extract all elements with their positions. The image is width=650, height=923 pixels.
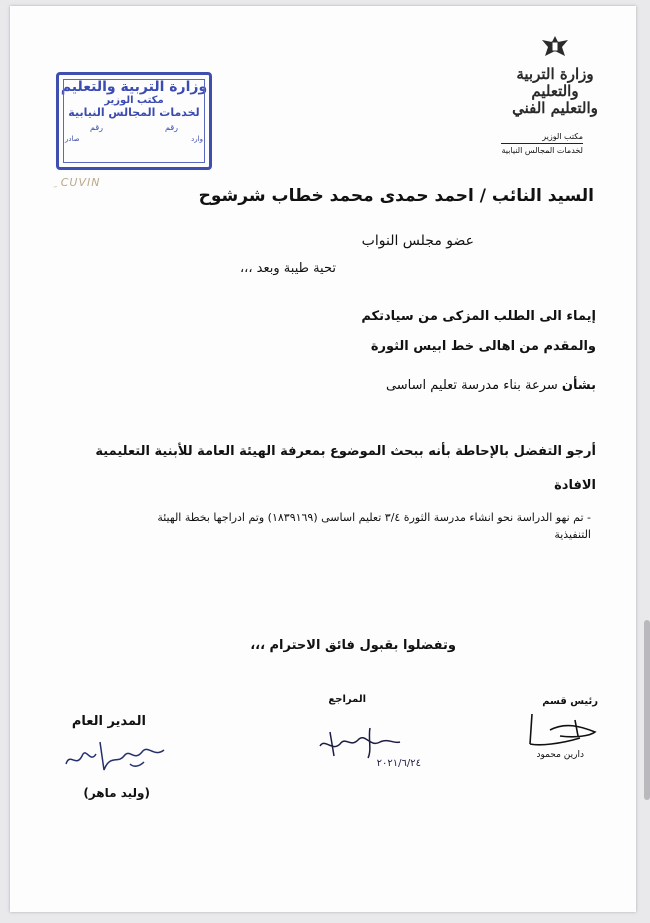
reference-line: إيماء الى الطلب المزكى من سيادتكم bbox=[361, 309, 596, 324]
subject-text: سرعة بناء مدرسة تعليم اساسى bbox=[385, 378, 558, 393]
reviewer-title: المراجع bbox=[328, 694, 366, 705]
info-line2: التنفيذية bbox=[554, 528, 591, 541]
reviewer-date: ٢٠٢١/٦/٢٤ bbox=[376, 758, 421, 769]
stamp-number-label-1: رقم bbox=[165, 123, 179, 132]
stamp-outgoing-label: صادر bbox=[65, 135, 80, 143]
subject-label: بشأن bbox=[561, 378, 596, 393]
recipient-title: عضو مجلس النواب bbox=[361, 233, 474, 249]
ministry-name-line2: والتعليم الفني bbox=[512, 99, 598, 117]
pencil-mark: ﹺ CUVIN bbox=[54, 176, 101, 189]
info-heading: الافادة bbox=[554, 478, 596, 493]
info-line1: - تم نهو الدراسة نحو انشاء مدرسة الثورة ٣/٤ تعليم اساسى (١٨٣٩١٦٩) وتم ادراجها بخطة الهيئة bbox=[157, 511, 591, 524]
stamp-line2: مكتب الوزير bbox=[104, 95, 164, 106]
document-page bbox=[10, 6, 636, 912]
submitted-label: والمقدم من bbox=[519, 339, 596, 354]
office-line1: مكتب الوزير bbox=[542, 132, 583, 141]
ministry-logo bbox=[505, 34, 605, 117]
section-head-name: دارين محمود bbox=[536, 750, 584, 760]
stamp-inner-border bbox=[63, 79, 205, 163]
ministry-name: وزارة التربية والتعليم bbox=[516, 65, 594, 100]
office-line2: لخدمات المجالس النيابية bbox=[501, 143, 583, 157]
greeting: تحية طيبة وبعد ،،، bbox=[239, 261, 336, 276]
closing-line: وتفضلوا بقبول فائق الاحترام ،،، bbox=[250, 638, 456, 653]
section-head-signature-icon bbox=[520, 706, 610, 751]
eagle-emblem-icon bbox=[540, 34, 570, 60]
recipient-line: السيد النائب / احمد حمدى محمد خطاب شرشوح bbox=[198, 186, 594, 206]
stamp-number-label-2: رقم bbox=[90, 123, 104, 132]
reviewer-signature-icon bbox=[310, 718, 410, 778]
scrollbar[interactable] bbox=[644, 620, 650, 800]
stamp-incoming-label: وارد bbox=[191, 135, 203, 143]
authority-name: الهيئة العامة للأبنية التعليمية bbox=[95, 444, 276, 459]
request-text: أرجو التفضل بالإحاطة بأنه ببحث الموضوع بمعرفة bbox=[280, 444, 596, 459]
request-line bbox=[95, 444, 596, 459]
section-head-title: رئيس قسم bbox=[542, 696, 598, 707]
stamp-line1: وزارة التربية والتعليم bbox=[60, 79, 208, 95]
director-signature-icon bbox=[60, 734, 170, 778]
submitted-line bbox=[371, 339, 596, 354]
director-title: المدير العام bbox=[71, 714, 146, 729]
submitted-from: اهالى خط ابيس الثورة bbox=[370, 339, 516, 354]
subject-line bbox=[386, 378, 596, 393]
incoming-stamp bbox=[56, 72, 212, 170]
director-name: (وليد ماهر) bbox=[83, 786, 150, 800]
office-label bbox=[501, 130, 583, 157]
stamp-line3: لخدمات المجالس النيابية bbox=[68, 106, 200, 119]
